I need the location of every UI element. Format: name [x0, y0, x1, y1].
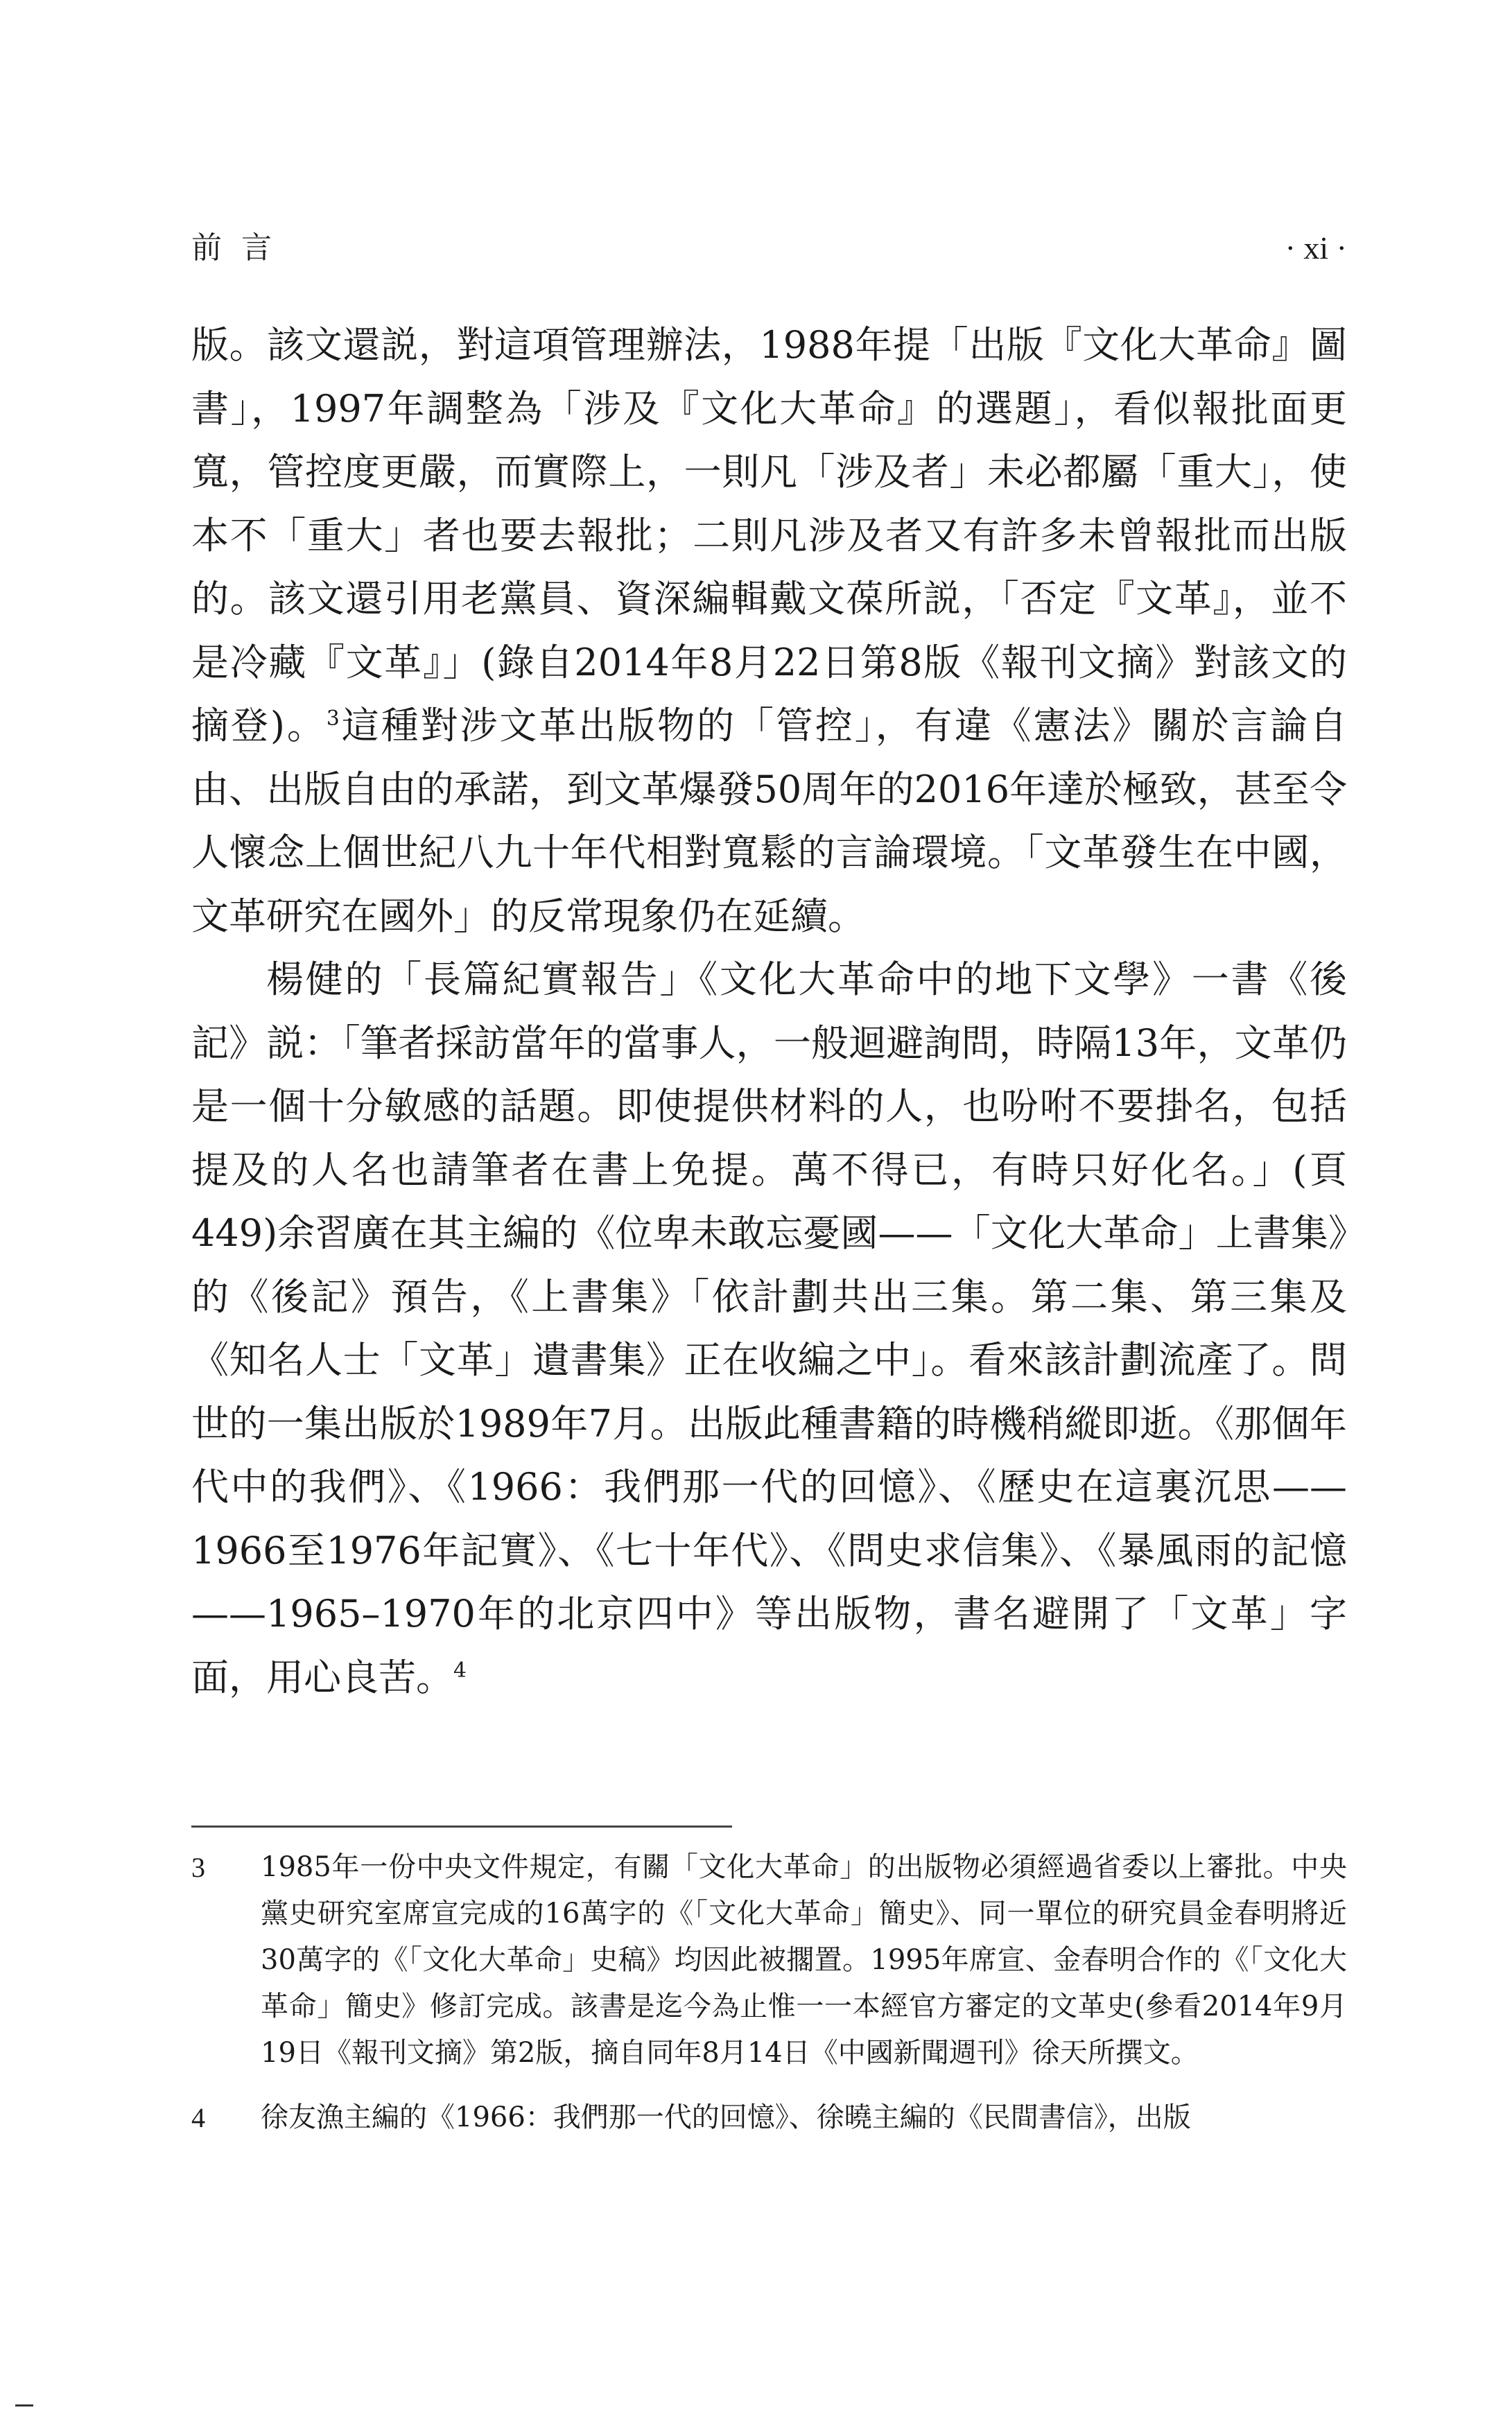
paragraph [191, 313, 1347, 948]
running-header [191, 220, 1347, 276]
footnote-ref: 4 [453, 1658, 467, 1683]
crop-mark [15, 2404, 33, 2407]
footnote-number: 3 [191, 1852, 205, 1883]
footnote [191, 1844, 1347, 2076]
page-number: · xi · [1285, 230, 1347, 266]
footnotes [191, 1844, 1347, 2159]
footnote-text: 徐友漁主編的《1966：我們那一代的回憶》、徐曉主編的《民間書信》，出版 [261, 2101, 1191, 2133]
paragraph-text: 版。該文還説，對這項管理辦法，1988年提「出版『文化大革命』圖書」，1997年調整為「涉及『文化大革命』的選題」，看似報批面更寬，管控度更嚴，而實際上，一則凡「涉及者」未必都屬「重大」，使本不「重大」者也要去報批；二則凡涉及者又有許多未曾報批而出版的。該文還引用老黨員、資深編輯戴文葆所説，「否定『文革』，並不是冷藏『文革』」(錄自2014年8月22日第8版《報刊文摘》對該文的摘登)。 [191, 323, 1347, 747]
footnote-ref: 3 [326, 706, 340, 731]
paragraph-text: 楊健的「長篇紀實報告」《文化大革命中的地下文學》一書《後記》説：「筆者採訪當年的當事人，一般迴避詢問，時隔13年，文革仍是一個十分敏感的話題。即使提供材料的人，也吩咐不要掛名，包括提及的人名也請筆者在書上免提。萬不得已，有時只好化名。」(頁449)余習廣在其主編的《位卑未敢忘憂國——「文化大革命」上書集》的《後記》預告，《上書集》「依計劃共出三集。第二集、第三集及《知名人士「文革」遺書集》正在收編之中」。看來該計劃流產了。問世的一集出版於1989年7月。出版此種書籍的時機稍縱即逝。《那個年代中的我們》、《1966：我們那一代的回憶》、《歷史在這裏沉思——1966至1976年記實》、《七十年代》、《問史求信集》、《暴風雨的記憶——1965–1970年的北京四中》等出版物，書名避開了「文革」字面，用心良苦。 [191, 957, 1347, 1699]
footnote-divider [191, 1826, 732, 1828]
footnote-number: 4 [191, 2102, 205, 2133]
footnote [191, 2095, 1347, 2141]
paragraph [191, 948, 1347, 1709]
main-text [191, 313, 1347, 1709]
section-title: 前言 [191, 230, 291, 266]
paragraph-text-after: 這種對涉文革出版物的「管控」，有違《憲法》關於言論自由、出版自由的承諾，到文革爆發50周年的2016年達於極致，甚至令人懷念上個世紀八九十年代相對寬鬆的言論環境。「文革發生在中國，文革研究在國外」的反常現象仍在延續。 [191, 704, 1347, 938]
footnote-text: 1985年一份中央文件規定，有關「文化大革命」的出版物必須經過省委以上審批。中央黨史研究室席宣完成的16萬字的《「文化大革命」簡史》、同一單位的研究員金春明將近30萬字的《「文化大革命」史稿》均因此被擱置。1995年席宣、金春明合作的《「文化大革命」簡史》修訂完成。該書是迄今為止惟一一本經官方審定的文革史(參看2014年9月19日《報刊文摘》第2版，摘自同年8月14日《中國新聞週刊》徐天所撰文。 [261, 1851, 1347, 2069]
